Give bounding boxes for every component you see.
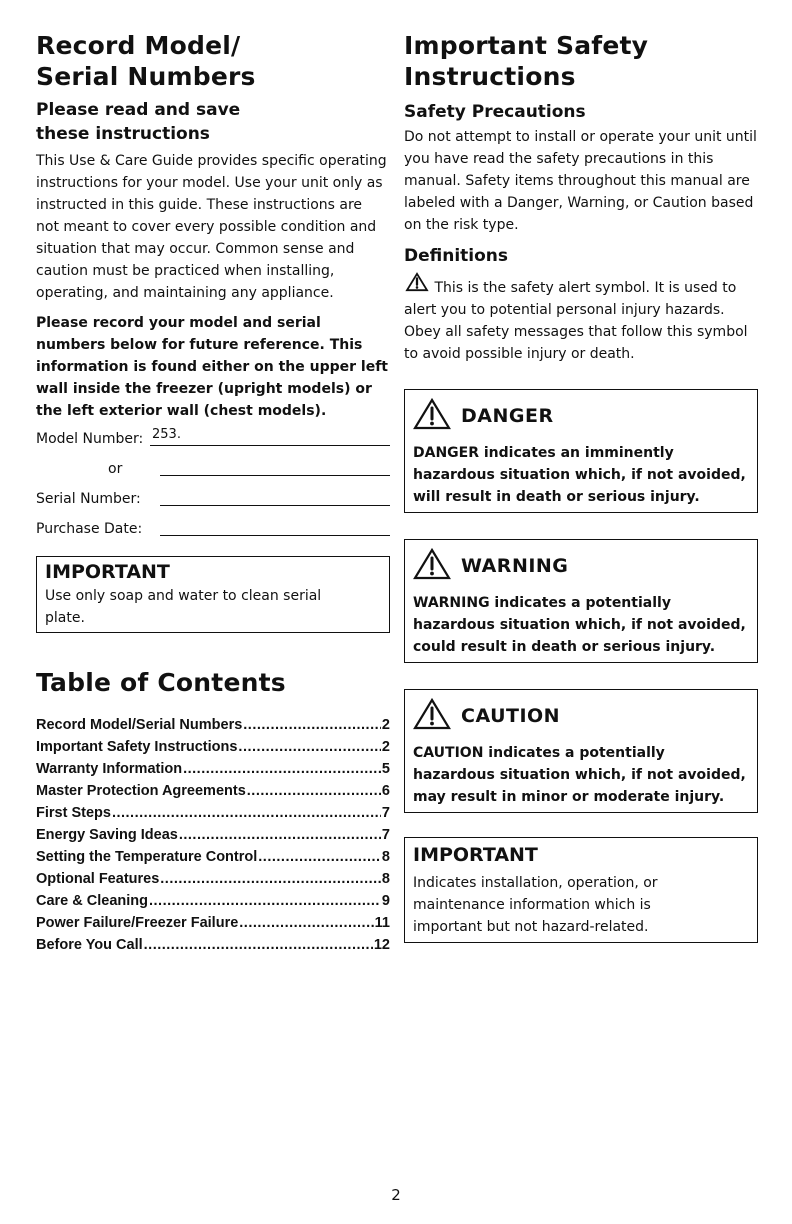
toc-entry-page: 8 [381, 849, 390, 865]
warning-label: WARNING [461, 555, 569, 577]
toc-entry[interactable] [36, 824, 390, 846]
table-of-contents [36, 714, 390, 956]
toc-entry[interactable] [36, 802, 390, 824]
toc-entry-title: First Steps [36, 805, 111, 821]
page-title [36, 30, 390, 92]
caution-label: CAUTION [461, 705, 561, 727]
toc-entry-page: 5 [381, 761, 390, 777]
warning-box [404, 539, 758, 663]
toc-entry-page: 6 [381, 783, 390, 799]
toc-title: Table of Contents [36, 668, 286, 697]
toc-leader-dots [183, 758, 381, 780]
toc-entry-title: Warranty Information [36, 761, 183, 777]
toc-leader-dots [239, 912, 373, 934]
safety-precautions-text: Do not attempt to install or operate your unit until you have read the safety precautions in this manual. Safety items throughout this manual are labeled with a Danger, Warning, or Caution based on the risk type. [404, 129, 757, 233]
definitions-text [404, 272, 758, 365]
toc-leader-dots [149, 890, 381, 912]
danger-header [413, 396, 749, 436]
toc-leader-dots [238, 736, 381, 758]
serial-number-label: Serial Number: [36, 491, 141, 507]
serial-number-field[interactable] [36, 488, 390, 510]
definitions-heading: Definitions [404, 246, 509, 266]
toc-entry-page: 2 [381, 739, 390, 755]
toc-entry-title: Optional Features [36, 871, 160, 887]
toc-entry[interactable] [36, 736, 390, 758]
toc-leader-dots [160, 868, 381, 890]
toc-leader-dots [179, 824, 381, 846]
important-text: Use only soap and water to clean serial plate. [45, 588, 322, 626]
model-number-field[interactable] [36, 428, 390, 450]
record-form [36, 428, 390, 540]
toc-entry-title: Care & Cleaning [36, 893, 148, 909]
page-number: 2 [391, 1186, 401, 1204]
toc-entry-page: 9 [381, 893, 390, 909]
danger-box [404, 389, 758, 513]
safety-title-line-1: Important Safety [404, 31, 649, 60]
caution-header [413, 696, 749, 736]
important-box-left [36, 556, 390, 633]
toc-entry-page: 8 [381, 871, 390, 887]
toc-entry-title: Master Protection Agreements [36, 783, 246, 799]
toc-entry-title: Energy Saving Ideas [36, 827, 178, 843]
left-column [36, 30, 390, 956]
model-number-value: 253. [152, 427, 181, 442]
caution-text: CAUTION indicates a potentially hazardous situation which, if not avoided, may result in minor or moderate injury. [413, 745, 746, 805]
purchase-date-label: Purchase Date: [36, 521, 143, 537]
important-right-title: IMPORTANT [413, 844, 538, 866]
toc-entry-page: 2 [381, 717, 390, 733]
toc-leader-dots [144, 934, 373, 956]
danger-label: DANGER [461, 405, 554, 427]
purchase-date-line [160, 535, 390, 536]
model-number-label: Model Number: [36, 431, 144, 447]
or-line [160, 475, 390, 476]
right-column [404, 30, 758, 943]
definitions-body: This is the safety alert symbol. It is used to alert you to potential personal injury hazards. Obey all safety messages that follow this symbol to avoid possible injury or death. [404, 280, 748, 362]
toc-leader-dots [247, 780, 381, 802]
danger-text: DANGER indicates an imminently hazardous situation which, if not avoided, will result in death or serious injury. [413, 445, 746, 505]
important-title: IMPORTANT [45, 561, 170, 583]
title-line-2: Serial Numbers [36, 62, 256, 91]
toc-leader-dots [258, 846, 381, 868]
warning-header [413, 546, 749, 586]
danger-alert-icon [413, 398, 451, 434]
toc-entry-page: 7 [381, 805, 390, 821]
toc-entry[interactable] [36, 934, 390, 956]
record-note: Please record your model and serial numbers below for future reference. This information is found either on the upper left wall inside the freezer (upright models) or the left exterior wall (chest models). [36, 315, 388, 419]
toc-entry-page: 12 [373, 937, 390, 953]
toc-entry-page: 11 [374, 915, 390, 931]
toc-entry[interactable] [36, 890, 390, 912]
read-save-heading [36, 98, 390, 146]
toc-entry-page: 7 [381, 827, 390, 843]
toc-entry[interactable] [36, 714, 390, 736]
toc-entry-title: Record Model/Serial Numbers [36, 717, 243, 733]
toc-entry-title: Important Safety Instructions [36, 739, 238, 755]
safety-title [404, 30, 758, 92]
warning-alert-icon [413, 548, 451, 584]
safety-title-line-2: Instructions [404, 62, 576, 91]
toc-entry[interactable] [36, 846, 390, 868]
safety-alert-triangle-icon [404, 272, 430, 299]
title-line-1: Record Model/ [36, 31, 241, 60]
or-field[interactable] [36, 458, 390, 480]
purchase-date-field[interactable] [36, 518, 390, 540]
caution-alert-icon [413, 698, 451, 734]
or-label: or [108, 461, 123, 477]
model-number-line [150, 445, 390, 446]
toc-entry[interactable] [36, 780, 390, 802]
toc-leader-dots [112, 802, 381, 824]
toc-entry[interactable] [36, 758, 390, 780]
important-box-right [404, 837, 758, 943]
toc-entry[interactable] [36, 868, 390, 890]
intro-paragraph: This Use & Care Guide provides specific operating instructions for your model. Use your unit only as instructed in this guide. These instructions are not meant to cover every possible condition and situation that may occur. Common sense and caution must be practiced when installing, operating, and maintaining any appliance. [36, 153, 387, 301]
toc-leader-dots [243, 714, 381, 736]
caution-box [404, 689, 758, 813]
toc-entry-title: Setting the Temperature Control [36, 849, 258, 865]
warning-text: WARNING indicates a potentially hazardous situation which, if not avoided, could result in death or serious injury. [413, 595, 746, 655]
toc-entry-title: Before You Call [36, 937, 143, 953]
toc-entry[interactable] [36, 912, 390, 934]
subtitle-line-1: Please read and save [36, 100, 241, 120]
subtitle-line-2: these instructions [36, 124, 210, 144]
serial-number-line [160, 505, 390, 506]
toc-entry-title: Power Failure/Freezer Failure [36, 915, 239, 931]
important-right-text: Indicates installation, operation, or maintenance information which is important but not hazard-related. [413, 875, 658, 935]
safety-precautions-heading: Safety Precautions [404, 102, 586, 122]
